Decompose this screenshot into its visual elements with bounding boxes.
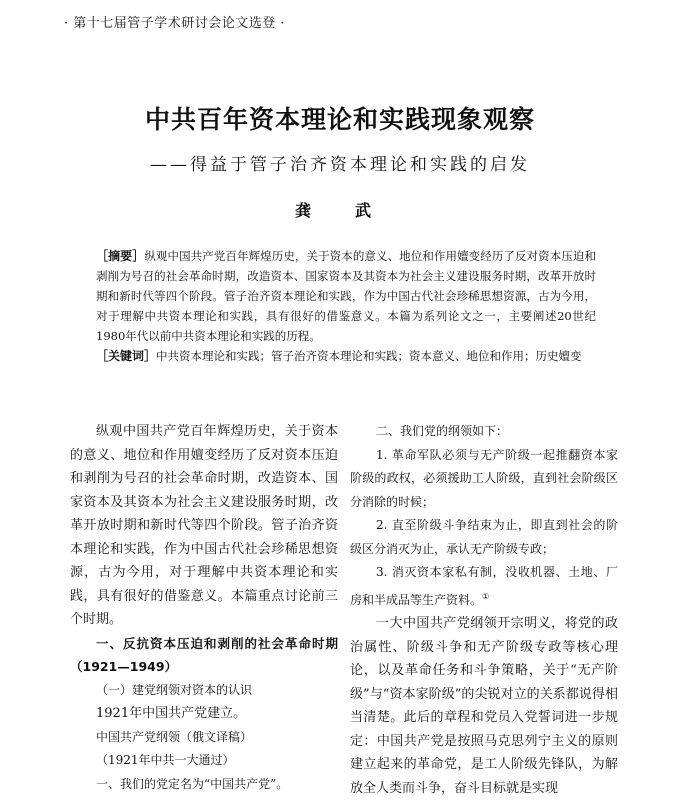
author-name: 龚 武 bbox=[294, 201, 385, 220]
article-subtitle: ——得益于管子治齐资本理论和实践的启发 bbox=[150, 155, 530, 175]
program-date: （1921年中共一大通过） bbox=[96, 753, 235, 767]
discussion-paragraph: 一大中国共产党纲领开宗明义，将党的政治属性、阶级斗争和无产阶级专政等核心理论，以及革命任务和斗争策略，关于“无产阶级”与“资本家阶级”的尖锐对立的关系都说得相当清楚。此后的章程和党员入党誓词进一步规定：中国共产党是按照马克思列宁主义的原则建立起来的革命党，是工人阶级先锋队，为解放全人类而斗争，奋斗目标就是实现 bbox=[350, 616, 618, 796]
keywords-text: 中共资本理论和实践；管子治齐资本理论和实践；资本意义、地位和作用；历史嬗变 bbox=[156, 349, 582, 363]
abstract-label: ［摘要］ bbox=[96, 249, 145, 263]
abstract-text: 纵观中国共产党百年辉煌历史，关于资本的意义、地位和作用嬗变经历了反对资本压迫和剥削为号召的社会革命时期，改造资本、国家资本及其资本为社会主义建设服务时期，改革开放时期和新时代等四个阶段。管子治齐资本理论和实践，作为中国古代社会珍稀思想资源，古为今用，对于理解中共资本理论和实践，具有很好的借鉴意义。本篇为系列论文之一，主要阐述20世纪1980年代以前中共资本理论和实践的历程。 bbox=[96, 249, 596, 343]
program-point-3-text: 3. 消灭资本家私有制，没收机器、土地、厂房和半成品等生产资料。 bbox=[350, 565, 618, 607]
footnote-marker: ① bbox=[482, 591, 490, 601]
keywords bbox=[96, 346, 596, 366]
program-item-2: 二、我们党的纲领如下： bbox=[376, 424, 509, 438]
right-column bbox=[350, 420, 618, 800]
program-title: 中国共产党纲领（俄文译稿） bbox=[96, 729, 253, 744]
program-point-3 bbox=[350, 561, 618, 612]
subsection-heading: （一）建党纲领对资本的认识 bbox=[96, 682, 253, 697]
left-column bbox=[70, 420, 338, 796]
program-point-1: 1. 革命军队必须与无产阶级一起推翻资本家阶级的政权，必须援助工人阶级，直到社会阶级区分消除的时候； bbox=[350, 447, 618, 509]
intro-paragraph: 纵观中国共产党百年辉煌历史，关于资本的意义、地位和作用嬗变经历了反对资本压迫和剥削为号召的社会革命时期，改造资本、国家资本及其资本为社会主义建设服务时期，改革开放时期和新时代等四个阶段。管子治齐资本理论和实践，作为中国古代社会珍稀思想资源，古为今用，对于理解中共资本理论和实践，具有很好的借鉴意义。本篇重点讨论前三个时期。 bbox=[70, 424, 338, 627]
abstract bbox=[96, 246, 596, 346]
article-title: 中共百年资本理论和实践现象观察 bbox=[144, 105, 535, 134]
running-header: · 第十七届管子学术研讨会论文选登 · bbox=[64, 16, 286, 31]
program-point-2: 2. 直至阶级斗争结束为止，即直到社会的阶级区分消灭为止，承认无产阶级专政； bbox=[350, 518, 618, 556]
abstract-block bbox=[96, 246, 596, 366]
program-item-1: 一、我们的党定名为“中国共产党”。 bbox=[96, 776, 289, 791]
founding-paragraph: 1921年中国共产党建立。 bbox=[96, 706, 247, 721]
section-heading: 一、反抗资本压迫和剥削的社会革命时期（1921—1949） bbox=[70, 635, 338, 674]
keywords-label: ［关键词］ bbox=[96, 349, 157, 363]
